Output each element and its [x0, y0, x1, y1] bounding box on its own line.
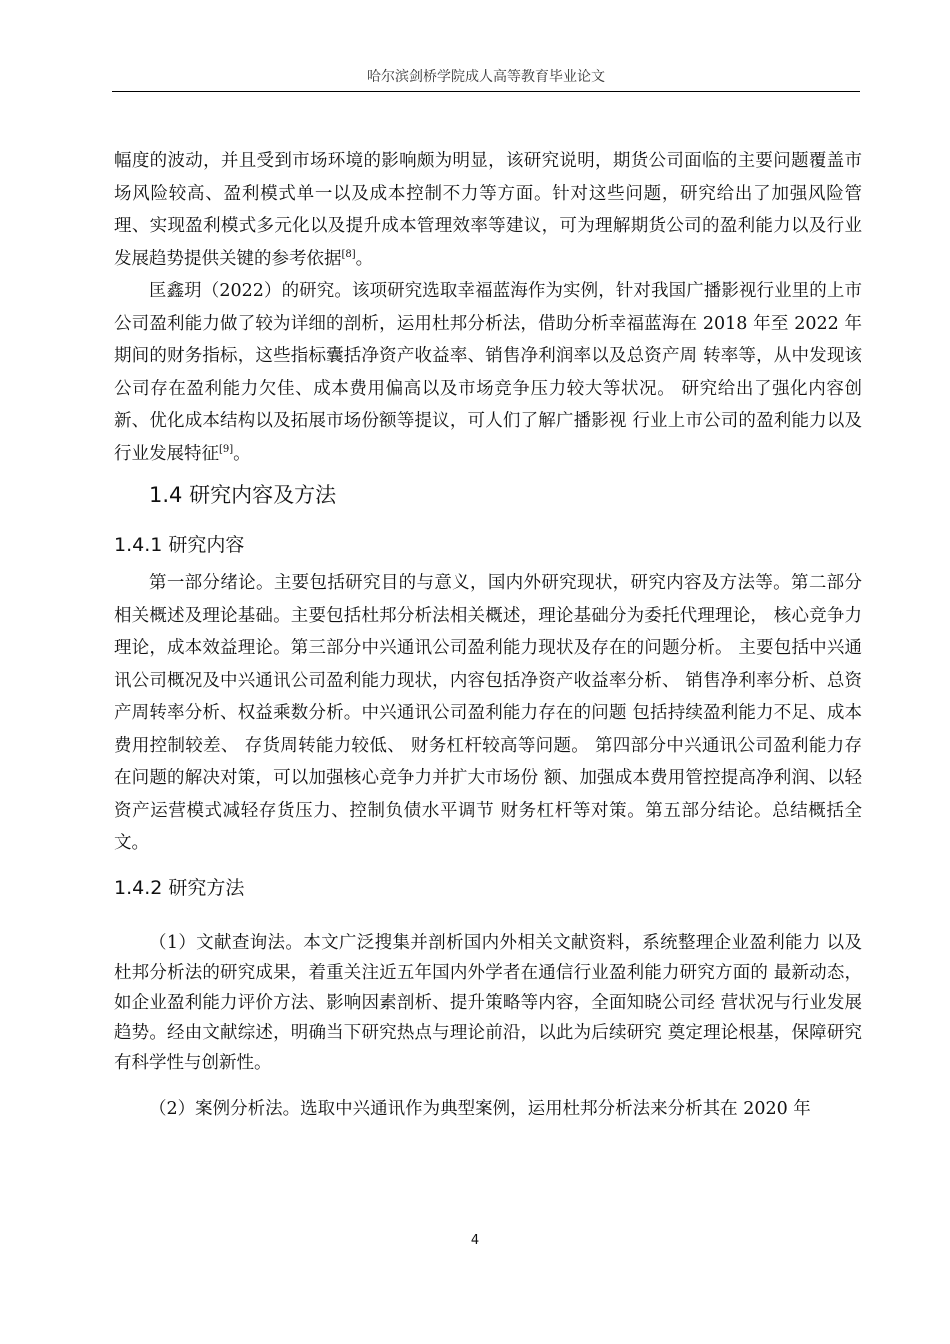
page-number: 4 — [470, 1233, 480, 1248]
paragraph-futures-study — [114, 145, 862, 275]
paragraph-research-content: 第一部分绪论。主要包括研究目的与意义，国内外研究现状，研究内容及方法等。第二部分相关概述及理论基础。主要包括杜邦分析法相关概述，理论基础分为委托代理理论， 核心竞争力理论，成本效益理论。第三部分中兴通讯公司盈利能力现状及存在的问题分析。 主要包括中兴通讯公司概况及中兴通讯公司盈利能力现状，内容包括净资产收益率分析、 销售净利率分析、总资产周转率分析、权益乘数分析。中兴通讯公司盈利能力存在的问题 包括持续盈利能力不足、成本费用控制较差、 存货周转能力较低、 财务杠杆较高等问题。 第四部分中兴通讯公司盈利能力存在问题的解决对策，可以加强核心竞争力并扩大市场份 额、加强成本费用管控提高净利润、以轻资产运营模式减轻存货压力、控制负债水平调节 财务杠杆等对策。第五部分结论。总结概括全文。 — [114, 573, 862, 853]
paragraph-case-method: （2）案例分析法。选取中兴通讯作为典型案例，运用杜邦分析法来分析其在 2020 年 — [149, 1099, 811, 1119]
paragraph-end: 。 — [355, 248, 374, 269]
subsection-heading-1-4-2: 1.4.2 研究方法 — [114, 877, 245, 899]
paragraph-broadcast-study — [114, 275, 862, 470]
paragraph-end: 。 — [233, 443, 251, 464]
paragraph-text: 幅度的波动，并且受到市场环境的影响颇为明显，该研究说明，期货公司面临的主要问题覆盖市场风险较高、盈利模式单一以及成本控制不力等方面。针对这些问题，研究给出了加强风险管理、实现盈利模式多元化以及提升成本管理效率等建议，可为理解期货公司的盈利能力以及行业发展趋势提供关键的参考依据 — [114, 151, 862, 269]
paragraph-literature-method: （1）文献查询法。本文广泛搜集并剖析国内外相关文献资料，系统整理企业盈利能力 以及杜邦分析法的研究成果，着重关注近五年国内外学者在通信行业盈利能力研究方面的 最新动态，如企业盈利能力评价方法、影响因素剖析、提升策略等内容，全面知晓公司经 营状况与行业发展趋势。经由文献综述，明确当下研究热点与理论前沿，以此为后续研究 奠定理论根基，保障研究有科学性与创新性。 — [114, 933, 862, 1073]
running-header-title: 哈尔滨剑桥学院成人高等教育毕业论文 — [367, 69, 605, 85]
citation-ref: [8] — [341, 248, 356, 260]
section-heading-1-4: 1.4 研究内容及方法 — [149, 483, 337, 507]
paragraph-text: 匡鑫玥（2022）的研究。该项研究选取幸福蓝海作为实例，针对我国广播影视行业里的上市公司盈利能力做了较为详细的剖析，运用杜邦分析法，借助分析幸福蓝海在 2018 年至 2022 年期间的财务指标，这些指标囊括净资产收益率、销售净利润率以及总资产周 转率等，从中发现该公司存在盈利能力欠佳、成本费用偏高以及市场竞争压力较大等状况。 研究给出了强化内容创新、优化成本结构以及拓展市场份额等提议，可人们了解广播影视 行业上市公司的盈利能力以及行业发展特征 — [114, 281, 862, 464]
header-divider — [112, 91, 860, 92]
subsection-heading-1-4-1: 1.4.1 研究内容 — [114, 534, 245, 556]
citation-ref: [9] — [219, 443, 234, 455]
